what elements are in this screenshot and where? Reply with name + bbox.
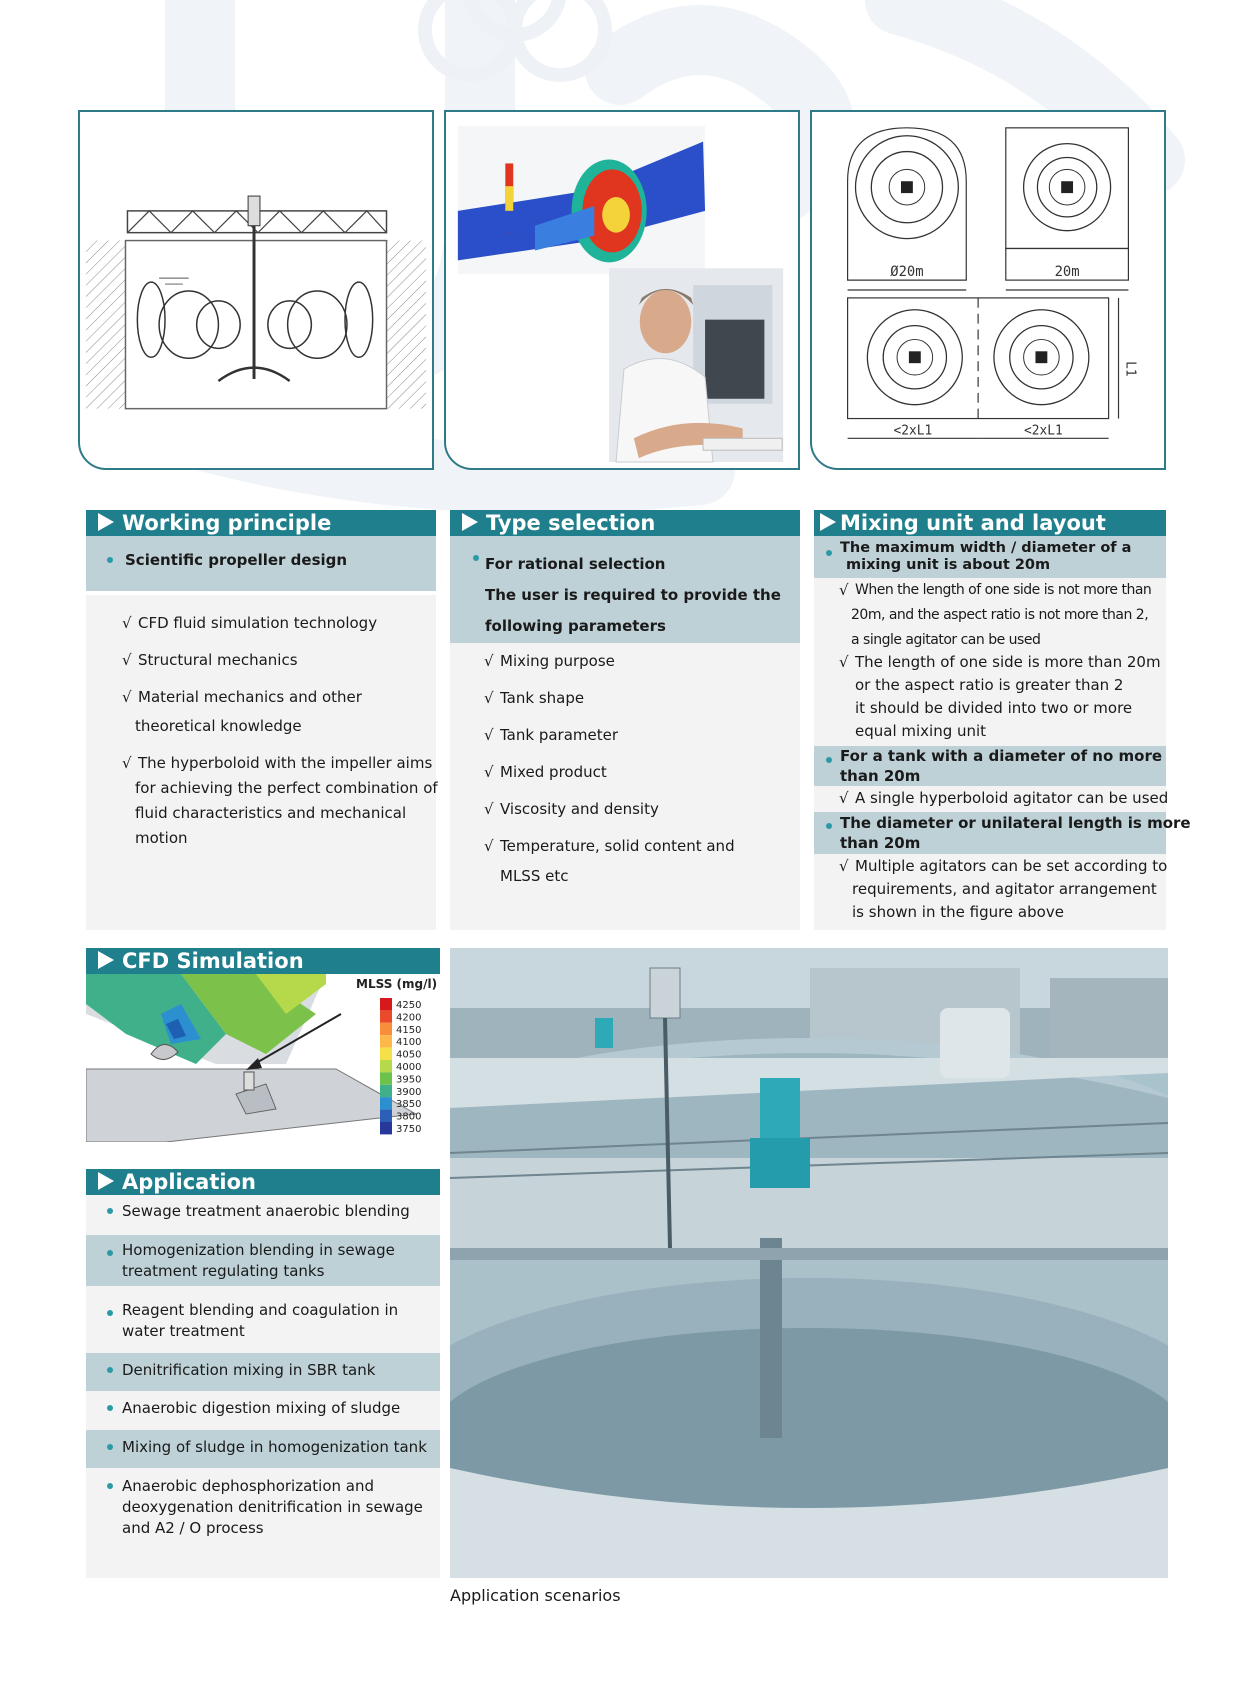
ts-item-3: Tank parameter	[500, 726, 619, 744]
ts-item-6-cont: MLSS etc	[500, 867, 569, 885]
check-icon: √	[484, 800, 494, 818]
legend-swatch	[380, 1048, 392, 1060]
mu-l4-line-2: requirements, and agitator arrangement	[852, 880, 1157, 898]
ts-item-6: Temperature, solid content and	[500, 837, 735, 855]
wp-item-3: Material mechanics and other	[138, 688, 362, 706]
double-right-label: <2xL1	[1024, 423, 1063, 439]
mu-l1-line-3: a single agitator can be used	[851, 632, 1041, 648]
bullet-icon	[107, 557, 113, 563]
square-tank-label: 20m	[1054, 264, 1080, 281]
bullet-icon	[107, 1208, 113, 1214]
wp-item-3-cont: theoretical knowledge	[135, 717, 302, 735]
check-icon: √	[122, 754, 132, 772]
ts-item-1: Mixing purpose	[500, 652, 615, 670]
legend-swatch	[380, 1060, 392, 1072]
mu-l2-line-4: equal mixing unit	[855, 722, 987, 740]
app-item-7-line-3: and A2 / O process	[122, 1519, 264, 1537]
mu-h2-line-2: than 20m	[840, 767, 921, 785]
legend-swatch	[380, 1122, 392, 1134]
legend-value: 3750	[396, 1124, 422, 1135]
legend-swatch	[380, 998, 392, 1010]
legend-value: 4200	[396, 1012, 422, 1024]
cfd-simulation-image	[86, 974, 440, 1142]
bullet-icon	[826, 550, 832, 556]
wp-item-4: The hyperboloid with the impeller aims	[138, 754, 433, 772]
legend-value: 3850	[396, 1099, 422, 1111]
play-icon	[98, 513, 114, 531]
wp-item-4-cont-3: motion	[135, 829, 188, 847]
bullet-icon	[107, 1405, 113, 1411]
bullet-icon	[107, 1250, 113, 1256]
app-item-7-line-1: Anaerobic dephosphorization and	[122, 1477, 375, 1495]
app-item-2-line-2: treatment regulating tanks	[122, 1262, 325, 1280]
legend-swatch	[380, 1097, 392, 1109]
check-icon: √	[122, 651, 132, 669]
legend-swatch	[380, 1072, 392, 1084]
agitator-tank-figure	[78, 110, 434, 470]
legend-value: 3800	[396, 1111, 422, 1123]
wp-item-4-cont-1: for achieving the perfect combination of	[135, 779, 438, 797]
cfd-legend-title: MLSS (mg/l)	[356, 977, 438, 991]
app-item-6: Mixing of sludge in homogenization tank	[122, 1438, 427, 1456]
mu-h3-line-2: than 20m	[840, 834, 921, 852]
application-scenario-photo	[450, 948, 1168, 1578]
check-icon: √	[839, 653, 849, 671]
check-icon: √	[122, 614, 132, 632]
mixing-unit-header: Mixing unit and layout	[814, 510, 1166, 536]
bullet-icon	[107, 1483, 113, 1489]
wp-item-2: Structural mechanics	[138, 651, 298, 669]
mu-l2-line-2: or the aspect ratio is greater than 2	[855, 676, 1124, 694]
check-icon: √	[484, 763, 494, 781]
double-left-label: <2xL1	[893, 423, 933, 439]
legend-swatch	[380, 1023, 392, 1035]
app-item-1: Sewage treatment anaerobic blending	[122, 1202, 410, 1220]
working-principle-highlight: Scientific propeller design	[125, 551, 348, 569]
bullet-icon	[826, 757, 832, 763]
working-principle-header: Working principle	[86, 510, 436, 536]
mu-l3: A single hyperboloid agitator can be used	[855, 789, 1169, 807]
legend-value: 4250	[396, 1000, 422, 1011]
legend-swatch	[380, 1085, 392, 1097]
type-selection-highlight-3: following parameters	[485, 617, 666, 635]
check-icon: √	[484, 837, 494, 855]
ts-item-5: Viscosity and density	[500, 800, 659, 818]
mu-l2-line-3: it should be divided into two or more	[855, 699, 1133, 717]
app-item-3-line-1: Reagent blending and coagulation in	[122, 1301, 399, 1319]
mu-l1-line-2: 20m, and the aspect ratio is not more than 2,	[851, 607, 1149, 623]
mu-h1-line-2: mixing unit is about 20m	[846, 557, 1051, 573]
photo-caption: Application scenarios	[450, 1586, 621, 1605]
play-icon	[98, 1172, 114, 1190]
mixing-layout-figure	[810, 110, 1166, 470]
wp-item-1: CFD fluid simulation technology	[138, 614, 378, 632]
check-icon: √	[122, 688, 132, 706]
legend-swatch	[380, 1035, 392, 1047]
legend-value: 3950	[396, 1074, 422, 1086]
mu-h2-line-1: For a tank with a diameter of no more	[840, 747, 1163, 765]
mu-l1-line-1: When the length of one side is not more than	[855, 582, 1152, 598]
legend-value: 4100	[396, 1037, 422, 1049]
type-selection-panel	[450, 643, 800, 930]
mu-l2-line-1: The length of one side is more than 20m	[855, 653, 1161, 671]
cfd-engineer-figure	[444, 110, 800, 470]
legend-value: 4150	[396, 1024, 422, 1036]
round-tank-label: Ø20m	[890, 264, 924, 281]
check-icon: √	[484, 652, 494, 670]
type-selection-highlight-1: For rational selection	[485, 555, 666, 573]
legend-value: 3900	[396, 1086, 422, 1098]
wp-item-4-cont-2: fluid characteristics and mechanical	[135, 804, 407, 822]
app-item-2-line-1: Homogenization blending in sewage	[122, 1241, 395, 1259]
mu-h1-line-1: The maximum width / diameter of a	[840, 540, 1132, 556]
mu-l4-line-1: Multiple agitators can be set according to	[855, 857, 1168, 875]
legend-value: 4000	[396, 1062, 422, 1073]
legend-value: 4050	[396, 1049, 422, 1061]
app-item-4: Denitrification mixing in SBR tank	[122, 1361, 376, 1379]
type-selection-highlight-2: The user is required to provide the	[485, 586, 781, 604]
mu-l4-line-3: is shown in the figure above	[852, 903, 1064, 921]
bullet-icon	[107, 1444, 113, 1450]
legend-swatch	[380, 1010, 392, 1022]
check-icon: √	[839, 789, 849, 807]
app-item-5: Anaerobic digestion mixing of sludge	[122, 1399, 401, 1417]
cfd-header: CFD Simulation	[86, 948, 440, 974]
check-icon: √	[484, 689, 494, 707]
app-item-7-line-2: deoxygenation denitrification in sewage	[122, 1498, 423, 1516]
side-length-label: L1	[1122, 361, 1138, 377]
play-icon	[98, 951, 114, 969]
bullet-icon	[107, 1310, 113, 1316]
check-icon: √	[839, 857, 849, 875]
ts-item-4: Mixed product	[500, 763, 607, 781]
bullet-icon	[473, 555, 479, 561]
bullet-icon	[826, 823, 832, 829]
mu-h3-line-1: The diameter or unilateral length is more	[840, 814, 1191, 832]
application-header: Application	[86, 1169, 440, 1195]
cfd-legend	[380, 998, 421, 1135]
legend-swatch	[380, 1110, 392, 1122]
check-icon: √	[484, 726, 494, 744]
bullet-icon	[107, 1367, 113, 1373]
type-selection-header: Type selection	[450, 510, 800, 536]
check-icon: √	[839, 581, 849, 599]
play-icon	[820, 513, 836, 531]
app-item-3-line-2: water treatment	[122, 1322, 245, 1340]
play-icon	[462, 513, 478, 531]
ts-item-2: Tank shape	[500, 689, 585, 707]
